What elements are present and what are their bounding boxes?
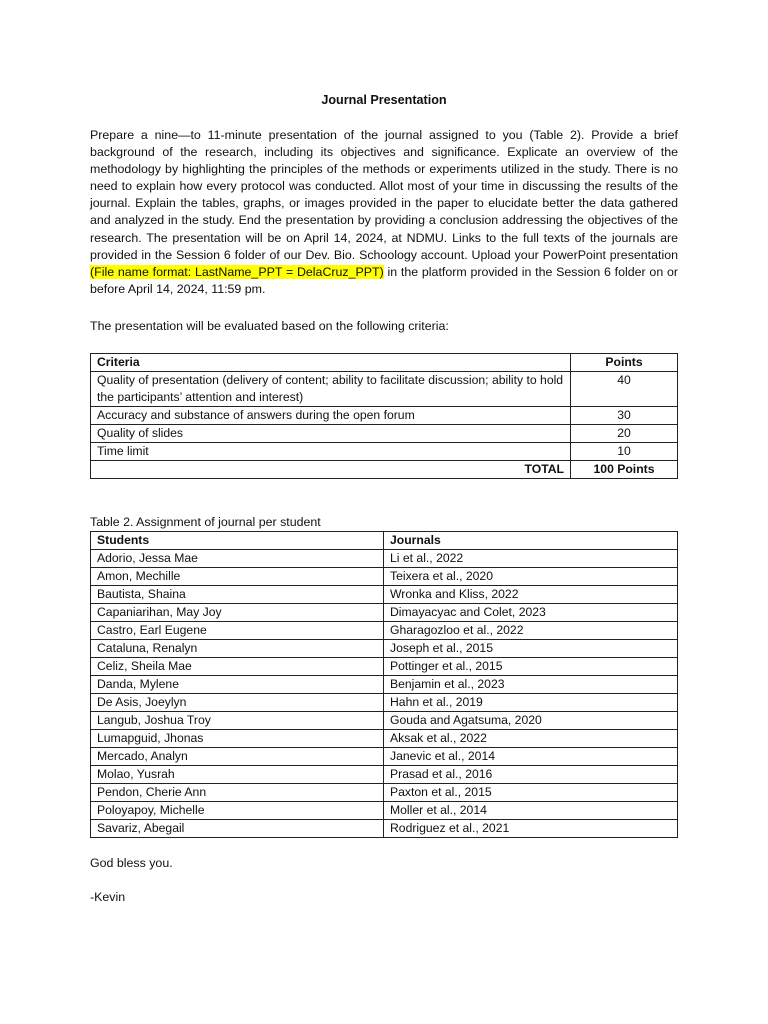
student-cell: Celiz, Sheila Mae bbox=[91, 658, 384, 676]
table-row bbox=[91, 748, 678, 766]
student-cell: Pendon, Cherie Ann bbox=[91, 784, 384, 802]
student-cell: Molao, Yusrah bbox=[91, 766, 384, 784]
criteria-header: Criteria bbox=[91, 354, 571, 372]
points-cell: 10 bbox=[571, 443, 678, 461]
table-row bbox=[91, 604, 678, 622]
student-cell: Capaniarihan, May Joy bbox=[91, 604, 384, 622]
journal-cell: Dimayacyac and Colet, 2023 bbox=[384, 604, 678, 622]
student-cell: Mercado, Analyn bbox=[91, 748, 384, 766]
points-cell: 40 bbox=[571, 372, 678, 407]
criteria-cell: Quality of slides bbox=[91, 425, 571, 443]
journal-cell: Prasad et al., 2016 bbox=[384, 766, 678, 784]
criteria-row bbox=[91, 407, 678, 425]
criteria-row bbox=[91, 443, 678, 461]
signature: -Kevin bbox=[90, 890, 126, 904]
table-row bbox=[91, 586, 678, 604]
journal-cell: Joseph et al., 2015 bbox=[384, 640, 678, 658]
table2-caption: Table 2. Assignment of journal per student bbox=[90, 515, 321, 529]
table-row bbox=[91, 622, 678, 640]
criteria-row bbox=[91, 372, 678, 407]
student-cell: Lumapguid, Jhonas bbox=[91, 730, 384, 748]
table-row bbox=[91, 676, 678, 694]
table-row bbox=[91, 568, 678, 586]
assignment-header-row bbox=[91, 532, 678, 550]
journal-cell: Benjamin et al., 2023 bbox=[384, 676, 678, 694]
table-row bbox=[91, 694, 678, 712]
student-cell: Bautista, Shaina bbox=[91, 586, 384, 604]
table-row bbox=[91, 730, 678, 748]
filename-format-highlight: (File name format: LastName_PPT = DelaCruz_PPT) bbox=[90, 264, 384, 279]
criteria-cell: Time limit bbox=[91, 443, 571, 461]
instructions-paragraph bbox=[90, 127, 678, 298]
table-row bbox=[91, 802, 678, 820]
student-cell: Poloyapoy, Michelle bbox=[91, 802, 384, 820]
table-row bbox=[91, 766, 678, 784]
table-row bbox=[91, 658, 678, 676]
instructions-text: Prepare a nine—to 11-minute presentation of the journal assigned to you (Table 2). Provide a brief background of the research, including its objectives and significance. Explicate an overview of the methodology by highlighting the principles of the methods or experiments utilized in the study. There is no need to explain how every protocol was conducted. Allot most of your time in discussing the results of the journal. Explain the tables, graphs, or images provided in the paper to elucidate better the data gathered and analyzed in the study. End the presentation by providing a conclusion addressing the objectives of the research. The presentation will be on April 14, 2024, at NDMU. Links to the full texts of the journals are provided in the Session 6 folder of our Dev. Bio. Schoology account. Upload your PowerPoint presentation bbox=[90, 128, 678, 262]
journal-cell: Wronka and Kliss, 2022 bbox=[384, 586, 678, 604]
criteria-row bbox=[91, 425, 678, 443]
closing-text: God bless you. bbox=[90, 856, 173, 870]
criteria-table bbox=[90, 353, 678, 479]
table-row bbox=[91, 712, 678, 730]
points-header: Points bbox=[571, 354, 678, 372]
journal-cell: Paxton et al., 2015 bbox=[384, 784, 678, 802]
student-cell: Danda, Mylene bbox=[91, 676, 384, 694]
assignment-table bbox=[90, 531, 678, 838]
table-row bbox=[91, 640, 678, 658]
student-cell: Adorio, Jessa Mae bbox=[91, 550, 384, 568]
student-cell: Amon, Mechille bbox=[91, 568, 384, 586]
journal-cell: Gouda and Agatsuma, 2020 bbox=[384, 712, 678, 730]
criteria-header-row bbox=[91, 354, 678, 372]
table-row bbox=[91, 784, 678, 802]
student-cell: Langub, Joshua Troy bbox=[91, 712, 384, 730]
journal-cell: Hahn et al., 2019 bbox=[384, 694, 678, 712]
journal-cell: Aksak et al., 2022 bbox=[384, 730, 678, 748]
journal-cell: Gharagozloo et al., 2022 bbox=[384, 622, 678, 640]
total-label: TOTAL bbox=[91, 461, 571, 479]
journal-cell: Janevic et al., 2014 bbox=[384, 748, 678, 766]
criteria-cell: Quality of presentation (delivery of content; ability to facilitate discussion; ability to hold the participants’ attention and interest) bbox=[91, 372, 571, 407]
table-row bbox=[91, 820, 678, 838]
student-cell: Cataluna, Renalyn bbox=[91, 640, 384, 658]
student-cell: De Asis, Joeylyn bbox=[91, 694, 384, 712]
journal-cell: Rodriguez et al., 2021 bbox=[384, 820, 678, 838]
journal-cell: Moller et al., 2014 bbox=[384, 802, 678, 820]
student-cell: Savariz, Abegail bbox=[91, 820, 384, 838]
points-cell: 20 bbox=[571, 425, 678, 443]
journals-header: Journals bbox=[384, 532, 678, 550]
student-cell: Castro, Earl Eugene bbox=[91, 622, 384, 640]
instructions-text-end: in the platform provided in the Session 6 folder on or before April 14, 2024, 11:59 pm. bbox=[90, 264, 678, 296]
criteria-total-row bbox=[91, 461, 678, 479]
journal-cell: Teixera et al., 2020 bbox=[384, 568, 678, 586]
points-cell: 30 bbox=[571, 407, 678, 425]
page-title: Journal Presentation bbox=[321, 93, 447, 107]
total-points: 100 Points bbox=[571, 461, 678, 479]
students-header: Students bbox=[91, 532, 384, 550]
criteria-intro: The presentation will be evaluated based on the following criteria: bbox=[90, 319, 449, 333]
journal-cell: Pottinger et al., 2015 bbox=[384, 658, 678, 676]
criteria-cell: Accuracy and substance of answers during the open forum bbox=[91, 407, 571, 425]
journal-cell: Li et al., 2022 bbox=[384, 550, 678, 568]
table-row bbox=[91, 550, 678, 568]
